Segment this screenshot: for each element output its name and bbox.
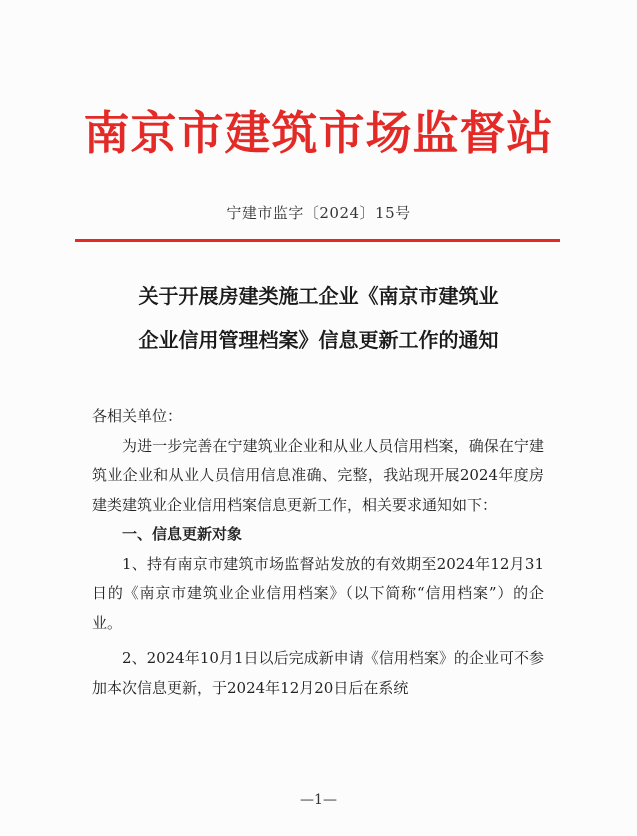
notice-title	[60, 274, 577, 362]
section-heading-1: 一、信息更新对象	[122, 525, 243, 543]
intro-paragraph: 为进一步完善在宁建筑业企业和从业人员信用档案，确保在宁建筑业企业和从业人员信用信息准确、完整，我站现开展2024年度房建类建筑业企业信用档案信息更新工作，相关要求通知如下：	[92, 436, 544, 514]
notice-title-line-1: 关于开展房建类施工企业《南京市建筑业	[138, 284, 499, 308]
page-number: —1—	[300, 792, 337, 808]
document-number: 宁建市监字〔2024〕15号	[226, 204, 411, 222]
item-2-paragraph: 2、2024年10月1日以后完成新申请《信用档案》的企业可不参加本次信息更新，于2024年12月20日后在系统	[92, 649, 544, 697]
masthead-title: 南京市建筑市场监督站	[83, 106, 554, 160]
salutation: 各相关单位：	[92, 407, 183, 425]
red-divider-rule	[75, 239, 560, 242]
item-1-paragraph: 1、持有南京市建筑市场监督站发放的有效期至2024年12月31日的《南京市建筑业企业信用档案》（以下简称“信用档案”）的企业。	[92, 554, 544, 632]
notice-body	[92, 402, 544, 703]
notice-title-line-2: 企业信用管理档案》信息更新工作的通知	[138, 328, 499, 352]
